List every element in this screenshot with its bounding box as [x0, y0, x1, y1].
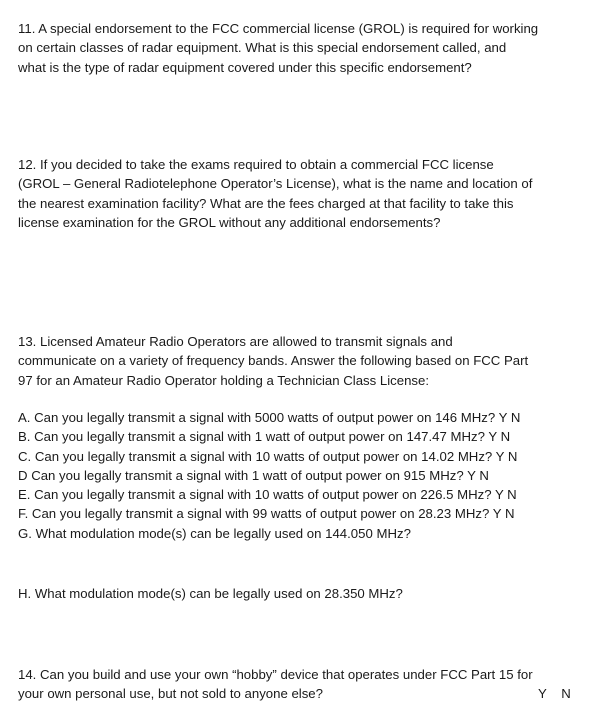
q11-line: 11. A special endorsement to the FCC commercial license (GROL) is required for working [18, 21, 539, 36]
q13-item-e: E. Can you legally transmit a signal with 10 watts of output power on 226.5 MHz? Y N [18, 487, 517, 503]
question-14 [18, 665, 594, 704]
q13-intro-line: communicate on a variety of frequency bands. Answer the following based on FCC Part [18, 353, 529, 369]
q12-line: (GROL – General Radiotelephone Operator’s License), what is the name and location of [18, 176, 533, 192]
q14-yes-no: Y N [538, 686, 571, 701]
q13-item-h: H. What modulation mode(s) can be legally used on 28.350 MHz? [18, 586, 403, 601]
question-12 [18, 155, 594, 232]
q11-line: on certain classes of radar equipment. What is this special endorsement called, and [18, 40, 507, 56]
q13-item-c: C. Can you legally transmit a signal with 10 watts of output power on 14.02 MHz? Y N [18, 448, 518, 464]
q11-line: what is the type of radar equipment covered under this specific endorsement? [18, 59, 472, 75]
q13-intro-line: 13. Licensed Amateur Radio Operators are allowed to transmit signals and [18, 334, 453, 349]
question-11 [18, 19, 594, 77]
q12-line: 12. If you decided to take the exams required to obtain a commercial FCC license [18, 157, 494, 172]
q13-item-d: D Can you legally transmit a signal with 1 watt of output power on 915 MHz? Y N [18, 467, 489, 483]
q13-item-b: B. Can you legally transmit a signal with 1 watt of output power on 147.47 MHz? Y N [18, 429, 511, 445]
q13-intro-line: 97 for an Amateur Radio Operator holding a Technician Class License: [18, 372, 430, 388]
q13-item-g: G. What modulation mode(s) can be legally used on 144.050 MHz? [18, 525, 411, 541]
q14-line: 14. Can you build and use your own “hobby” device that operates under FCC Part 15 for [18, 667, 533, 682]
q12-line: license examination for the GROL without any additional endorsements? [18, 214, 441, 230]
q13-item-a: A. Can you legally transmit a signal with 5000 watts of output power on 146 MHz? Y N [18, 410, 521, 425]
q14-line: your own personal use, but not sold to anyone else? [18, 686, 323, 702]
question-13-items [18, 408, 594, 543]
question-13-h [18, 584, 594, 603]
question-13-intro [18, 332, 594, 390]
q13-item-f: F. Can you legally transmit a signal with 99 watts of output power on 28.23 MHz? Y N [18, 506, 515, 522]
q12-line: the nearest examination facility? What are the fees charged at that facility to take this [18, 195, 514, 211]
